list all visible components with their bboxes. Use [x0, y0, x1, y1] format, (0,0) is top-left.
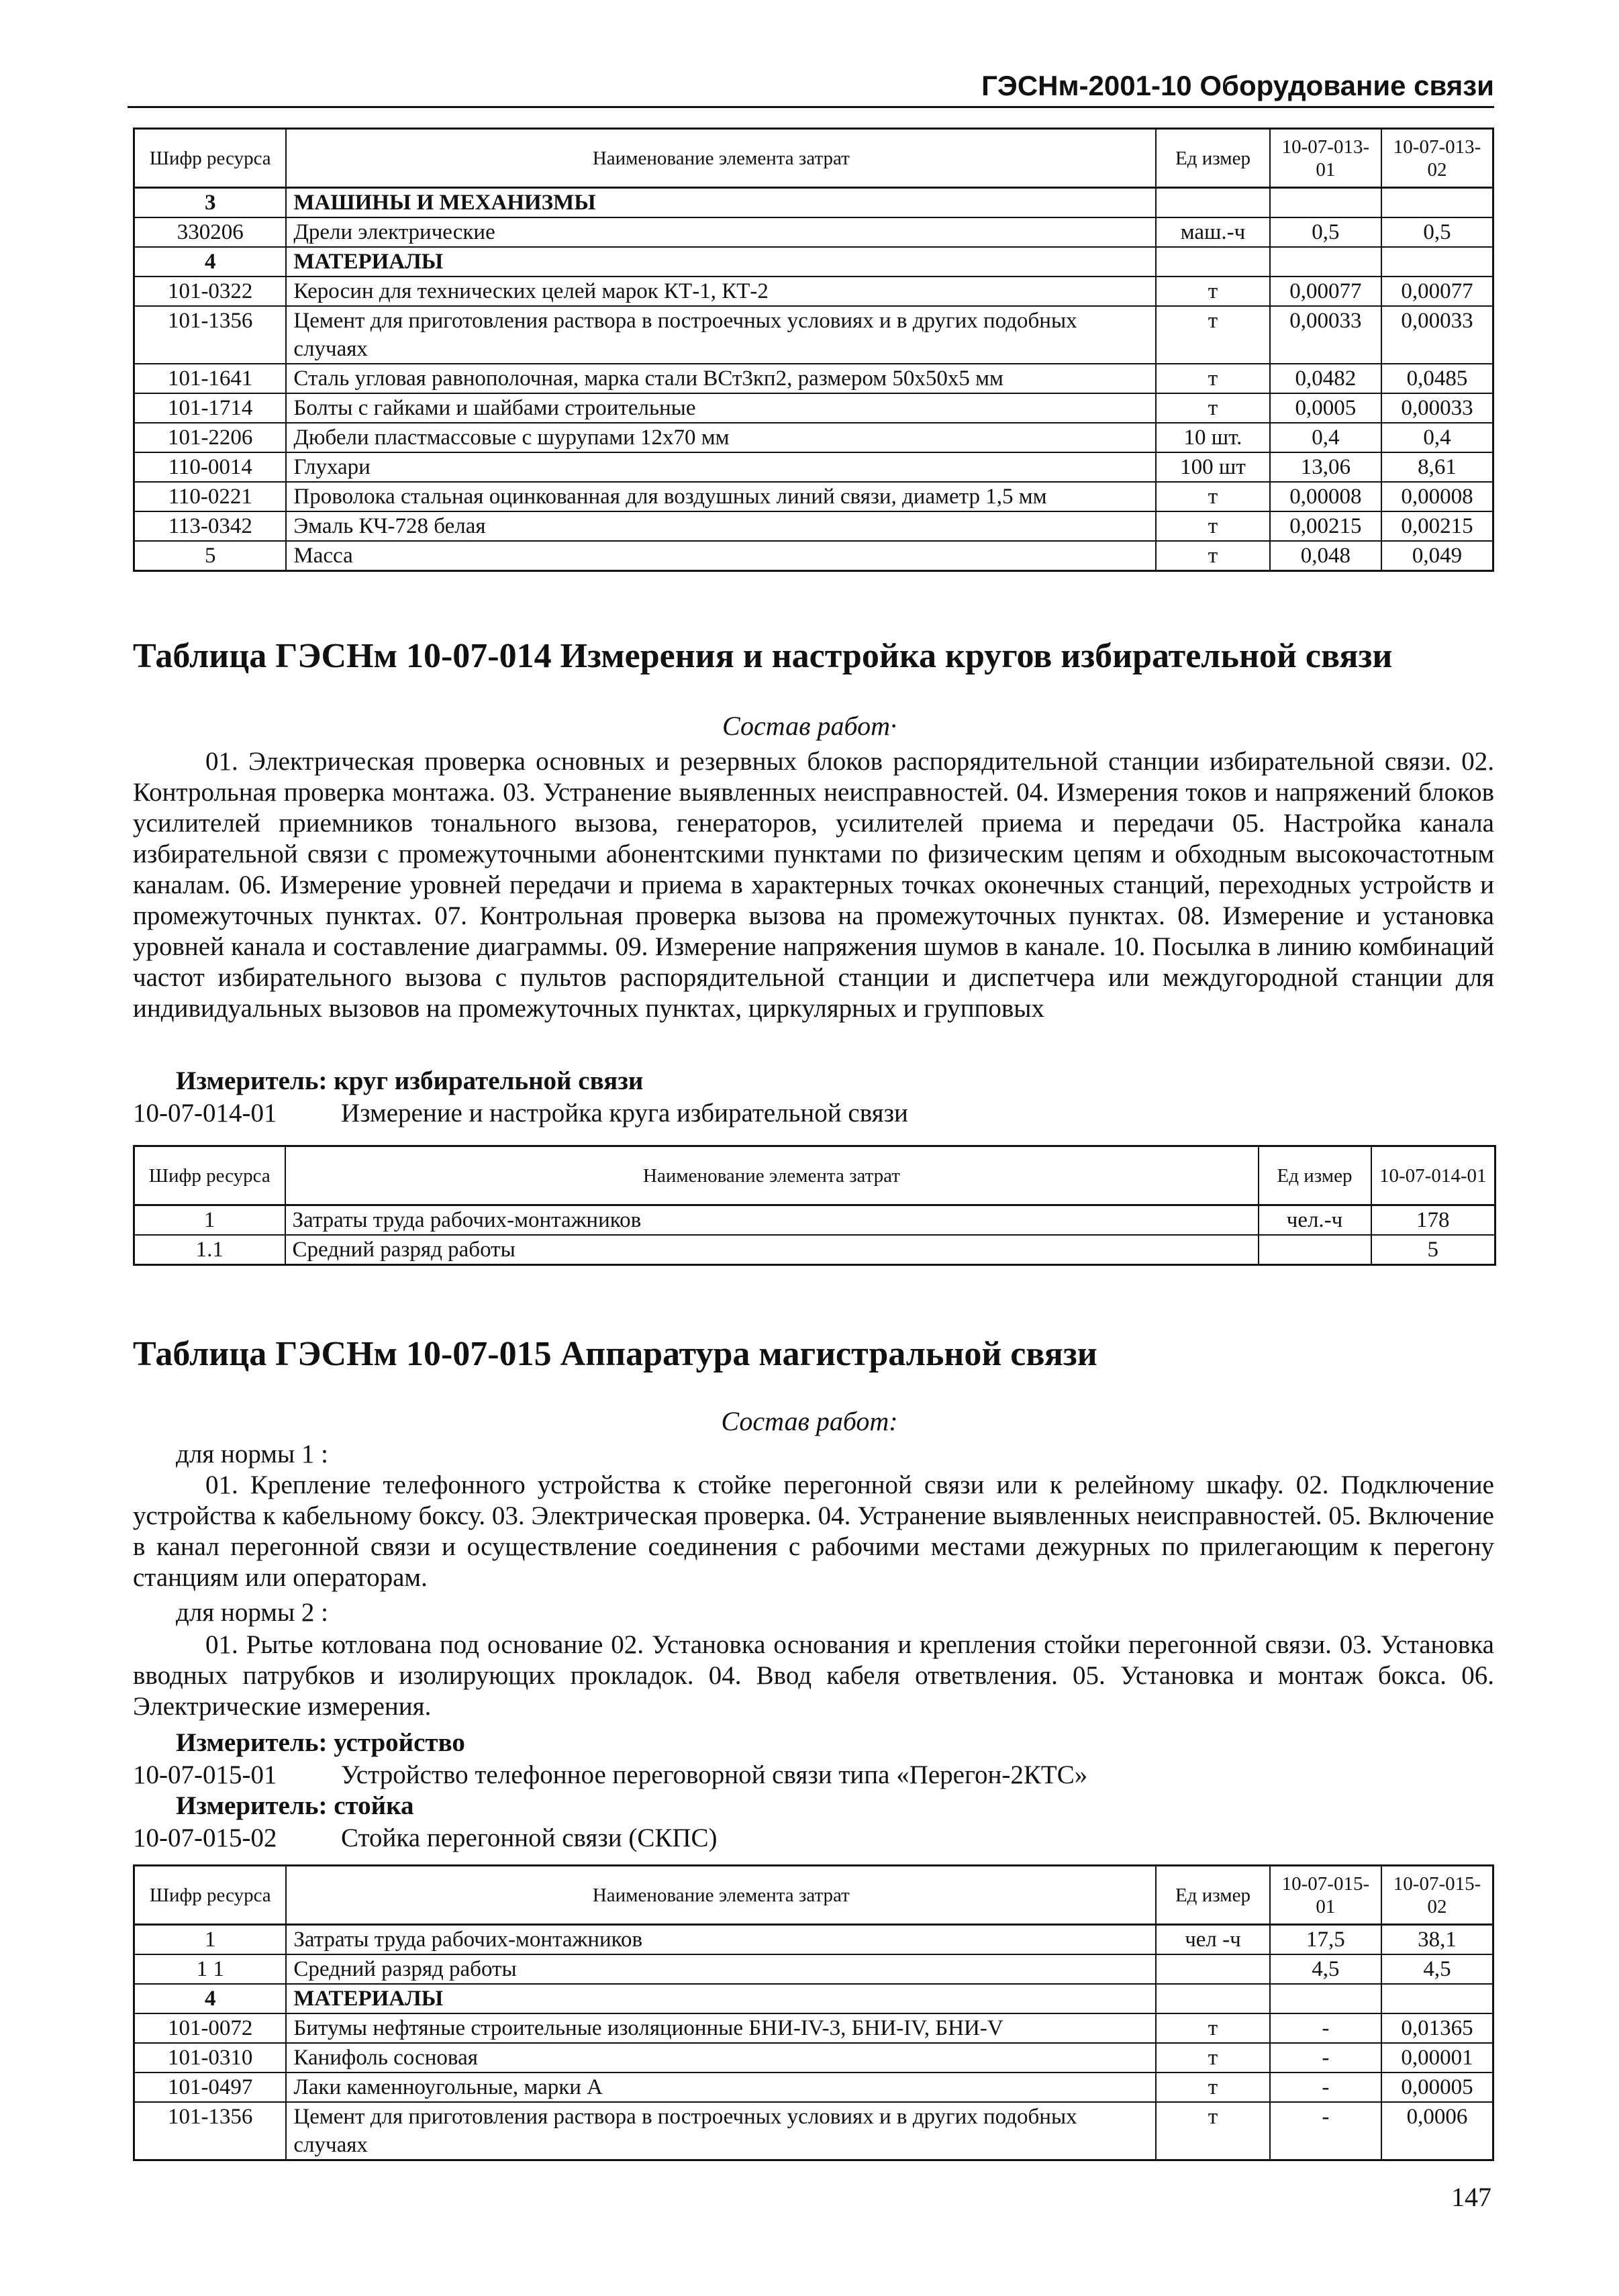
- norm-name: Устройство телефонное переговорной связи типа «Перегон-2КТС»: [341, 1760, 1088, 1789]
- cost-element-name: Болты с гайками и шайбами строительные: [286, 393, 1156, 423]
- column-header: 10-07-015-02: [1381, 1866, 1493, 1925]
- value: [1270, 1984, 1381, 2013]
- value: 0,00215: [1270, 511, 1381, 541]
- column-header: 10-07-015-01: [1270, 1866, 1381, 1925]
- resource-code: 5: [134, 541, 287, 571]
- resource-code: 101-1641: [134, 364, 287, 393]
- measure-label-1: Измеритель: устройство: [176, 1728, 465, 1757]
- table-row: [134, 482, 1493, 511]
- value: 17,5: [1270, 1925, 1381, 1955]
- section-row: [134, 247, 1493, 277]
- norm-code: 10-07-014-01: [133, 1099, 277, 1128]
- value: 0,0005: [1270, 393, 1381, 423]
- resource-code: 101-0072: [134, 2013, 287, 2043]
- norm-name: Стойка перегонной связи (СКПС): [341, 1824, 718, 1852]
- column-header: Наименование элемента затрат: [286, 1866, 1156, 1925]
- norm-1-label: для нормы 1 :: [176, 1440, 328, 1468]
- value: -: [1270, 2043, 1381, 2073]
- value: [1270, 247, 1381, 277]
- section-row: [134, 188, 1493, 218]
- value: 0,00033: [1381, 393, 1493, 423]
- table-title-014: Таблица ГЭСНм 10-07-014 Измерения и настройка кругов избирательной связи: [133, 637, 1393, 675]
- column-header: Ед измер: [1156, 129, 1269, 188]
- value: 0,00005: [1381, 2073, 1493, 2102]
- resource-code: 4: [134, 1984, 287, 2013]
- column-header: Ед измер: [1259, 1146, 1371, 1205]
- resource-code: 101-2206: [134, 423, 287, 452]
- value: -: [1270, 2102, 1381, 2160]
- value: [1381, 188, 1493, 218]
- value: 0,5: [1270, 217, 1381, 247]
- unit: [1156, 1954, 1269, 1984]
- value: [1270, 188, 1381, 218]
- unit: [1156, 247, 1269, 277]
- column-header: 10-07-013-02: [1381, 129, 1493, 188]
- unit: т: [1156, 364, 1269, 393]
- value: 0,049: [1381, 541, 1493, 571]
- unit: чел.-ч: [1259, 1205, 1371, 1236]
- table-title-015: Таблица ГЭСНм 10-07-015 Аппаратура магистральной связи: [133, 1335, 1097, 1373]
- value: 5: [1371, 1235, 1495, 1265]
- norm-code: 10-07-015-01: [133, 1760, 277, 1789]
- unit: т: [1156, 2043, 1269, 2073]
- value: 8,61: [1381, 452, 1493, 482]
- resource-code: 1: [134, 1925, 287, 1955]
- value: 13,06: [1270, 452, 1381, 482]
- cost-element-name: МАТЕРИАЛЫ: [286, 1984, 1156, 2013]
- cost-element-name: Эмаль КЧ-728 белая: [286, 511, 1156, 541]
- unit: т: [1156, 482, 1269, 511]
- cost-element-name: Лаки каменноугольные, марки А: [286, 2073, 1156, 2102]
- resource-code: 330206: [134, 217, 287, 247]
- table-row: [134, 277, 1493, 306]
- table-row: [134, 1925, 1493, 1955]
- norm-2-label: для нормы 2 :: [176, 1598, 328, 1627]
- unit: маш.-ч: [1156, 217, 1269, 247]
- norm-line-1: [133, 1760, 1087, 1790]
- resource-code: 1: [134, 1205, 285, 1236]
- resource-code: 3: [134, 188, 287, 218]
- resource-table-013: [133, 128, 1494, 572]
- value: 0,4: [1270, 423, 1381, 452]
- resource-code: 101-0322: [134, 277, 287, 306]
- value: 0,00008: [1270, 482, 1381, 511]
- unit: т: [1156, 306, 1269, 364]
- unit: [1156, 188, 1269, 218]
- unit: т: [1156, 2013, 1269, 2043]
- resource-table-014: [133, 1145, 1496, 1266]
- column-header: 10-07-013-01: [1270, 129, 1381, 188]
- table-row: [134, 541, 1493, 571]
- resource-code: 1 1: [134, 1954, 287, 1984]
- unit: чел -ч: [1156, 1925, 1269, 1955]
- measure-label: Измеритель: круг избирательной связи: [176, 1066, 644, 1095]
- cost-element-name: Канифоль сосновая: [286, 2043, 1156, 2073]
- resource-code: 110-0221: [134, 482, 287, 511]
- value: [1381, 1984, 1493, 2013]
- resource-code: 4: [134, 247, 287, 277]
- unit: т: [1156, 393, 1269, 423]
- table-row: [134, 2013, 1493, 2043]
- resource-code: 113-0342: [134, 511, 287, 541]
- value: 0,5: [1381, 217, 1493, 247]
- table-row: [134, 306, 1493, 364]
- norm-line-2: [133, 1823, 718, 1853]
- table-row: [134, 2073, 1493, 2102]
- value: 0,00077: [1270, 277, 1381, 306]
- cost-element-name: Керосин для технических целей марок КТ-1, КТ-2: [286, 277, 1156, 306]
- value: 0,00001: [1381, 2043, 1493, 2073]
- table-row: [134, 2043, 1493, 2073]
- resource-code: 101-1356: [134, 2102, 287, 2160]
- unit: т: [1156, 541, 1269, 571]
- value: 4,5: [1381, 1954, 1493, 1984]
- table-row: [134, 1205, 1495, 1236]
- work-composition-text: 01. Электрическая проверка основных и резервных блоков распорядительной станции избирательной связи. 02. Контрольная проверка монтажа. 03. Устранение выявленных неисправностей. 04. Измерения токов и напряжений блоков усилителей приемников тонального вызова, генераторов, усилителей приема и передачи 05. Настройка канала избирательной связи с промежуточными абонентскими пунктами по физическим цепям и обходным высокочастотным каналам. 06. Измерение уровней передачи и приема в характерных точках оконечных станций, переходных устройств и промежуточных пунктах. 07. Контрольная проверка вызова на промежуточных пунктах. 08. Измерение и установка уровней канала и составление диаграммы. 09. Измерение напряжения шумов в канале. 10. Посылка в линию комбинаций частот избирательного вызова с пультов распорядительной станции и диспетчера или междугородной станции для индивидуальных вызовов на промежуточных пунктах, циркулярных и групповых: [133, 747, 1494, 1023]
- column-header: Наименование элемента затрат: [286, 129, 1156, 188]
- work-composition-heading: Состав работ·: [722, 711, 897, 741]
- table-row: [134, 217, 1493, 247]
- resource-code: 101-1714: [134, 393, 287, 423]
- cost-element-name: Дрели электрические: [286, 217, 1156, 247]
- value: 4,5: [1270, 1954, 1381, 1984]
- cost-element-name: Масса: [286, 541, 1156, 571]
- cost-element-name: Цемент для приготовления раствора в построечных условиях и в других подобных случаях: [286, 306, 1156, 364]
- column-header: Ед измер: [1156, 1866, 1269, 1925]
- table-row: [134, 423, 1493, 452]
- cost-element-name: МАШИНЫ И МЕХАНИЗМЫ: [286, 188, 1156, 218]
- page-number: 147: [1451, 2182, 1491, 2212]
- table-row: [134, 2102, 1493, 2160]
- cost-element-name: Битумы нефтяные строительные изоляционные БНИ-IV-3, БНИ-IV, БНИ-V: [286, 2013, 1156, 2043]
- value: 0,4: [1381, 423, 1493, 452]
- norm-line: [133, 1098, 908, 1128]
- resource-code: 101-1356: [134, 306, 287, 364]
- table-row: [134, 1235, 1495, 1265]
- value: 0,00033: [1381, 306, 1493, 364]
- cost-element-name: Средний разряд работы: [286, 1954, 1156, 1984]
- norm-name: Измерение и настройка круга избирательной связи: [341, 1099, 908, 1128]
- resource-code: 101-0310: [134, 2043, 287, 2073]
- cost-element-name: Проволока стальная оцинкованная для воздушных линий связи, диаметр 1,5 мм: [286, 482, 1156, 511]
- table-row: [134, 364, 1493, 393]
- value: 0,0006: [1381, 2102, 1493, 2160]
- resource-code: 101-0497: [134, 2073, 287, 2102]
- unit: [1259, 1235, 1371, 1265]
- cost-element-name: МАТЕРИАЛЫ: [286, 247, 1156, 277]
- value: 178: [1371, 1205, 1495, 1236]
- cost-element-name: Глухари: [286, 452, 1156, 482]
- work-composition-text-2: 01. Рытье котлована под основание 02. Установка основания и крепления стойки перегонной связи. 03. Установка вводных патрубков и изолирующих прокладок. 04. Ввод кабеля ответвления. 05. Установка и монтаж бокса. 06. Электрические измерения.: [133, 1630, 1494, 1721]
- value: 0,0482: [1270, 364, 1381, 393]
- table-row: [134, 511, 1493, 541]
- column-header: 10-07-014-01: [1371, 1146, 1495, 1205]
- resource-table-015: [133, 1864, 1494, 2161]
- table-row: [134, 452, 1493, 482]
- table-row: [134, 393, 1493, 423]
- value: -: [1270, 2073, 1381, 2102]
- work-composition-heading: Состав работ:: [721, 1406, 898, 1436]
- value: 0,00215: [1381, 511, 1493, 541]
- norm-code: 10-07-015-02: [133, 1824, 277, 1852]
- unit: 10 шт.: [1156, 423, 1269, 452]
- measure-label-2: Измеритель: стойка: [176, 1791, 414, 1820]
- value: -: [1270, 2013, 1381, 2043]
- unit: т: [1156, 511, 1269, 541]
- value: [1381, 247, 1493, 277]
- value: 0,01365: [1381, 2013, 1493, 2043]
- resource-code: 110-0014: [134, 452, 287, 482]
- unit: 100 шт: [1156, 452, 1269, 482]
- cost-element-name: Сталь угловая равнополочная, марка стали ВСт3кп2, размером 50х50х5 мм: [286, 364, 1156, 393]
- value: 0,00077: [1381, 277, 1493, 306]
- cost-element-name: Средний разряд работы: [285, 1235, 1259, 1265]
- unit: т: [1156, 277, 1269, 306]
- column-header: Наименование элемента затрат: [285, 1146, 1259, 1205]
- unit: т: [1156, 2073, 1269, 2102]
- cost-element-name: Цемент для приготовления раствора в построечных условиях и в других подобных случаях: [286, 2102, 1156, 2160]
- page-header: ГЭСНм-2001-10 Оборудование связи: [128, 70, 1494, 108]
- value: 38,1: [1381, 1925, 1493, 1955]
- column-header: Шифр ресурса: [134, 1146, 285, 1205]
- cost-element-name: Дюбели пластмассовые с шурупами 12х70 мм: [286, 423, 1156, 452]
- unit: [1156, 1984, 1269, 2013]
- resource-code: 1.1: [134, 1235, 285, 1265]
- work-composition-text-1: 01. Крепление телефонного устройства к стойке перегонной связи или к релейному шкафу. 02. Подключение устройства к кабельному боксу. 03. Электрическая проверка. 04. Устранение выявленных неисправностей. 05. Включение в канал перегонной связи и осуществление соединения с рабочими местами дежурных по прилегающим к перегону станциям или операторам.: [133, 1470, 1494, 1592]
- column-header: Шифр ресурса: [134, 1866, 287, 1925]
- table-row: [134, 1954, 1493, 1984]
- cost-element-name: Затраты труда рабочих-монтажников: [285, 1205, 1259, 1236]
- section-row: [134, 1984, 1493, 2013]
- cost-element-name: Затраты труда рабочих-монтажников: [286, 1925, 1156, 1955]
- value: 0,048: [1270, 541, 1381, 571]
- unit: т: [1156, 2102, 1269, 2160]
- column-header: Шифр ресурса: [134, 129, 287, 188]
- value: 0,00008: [1381, 482, 1493, 511]
- value: 0,0485: [1381, 364, 1493, 393]
- value: 0,00033: [1270, 306, 1381, 364]
